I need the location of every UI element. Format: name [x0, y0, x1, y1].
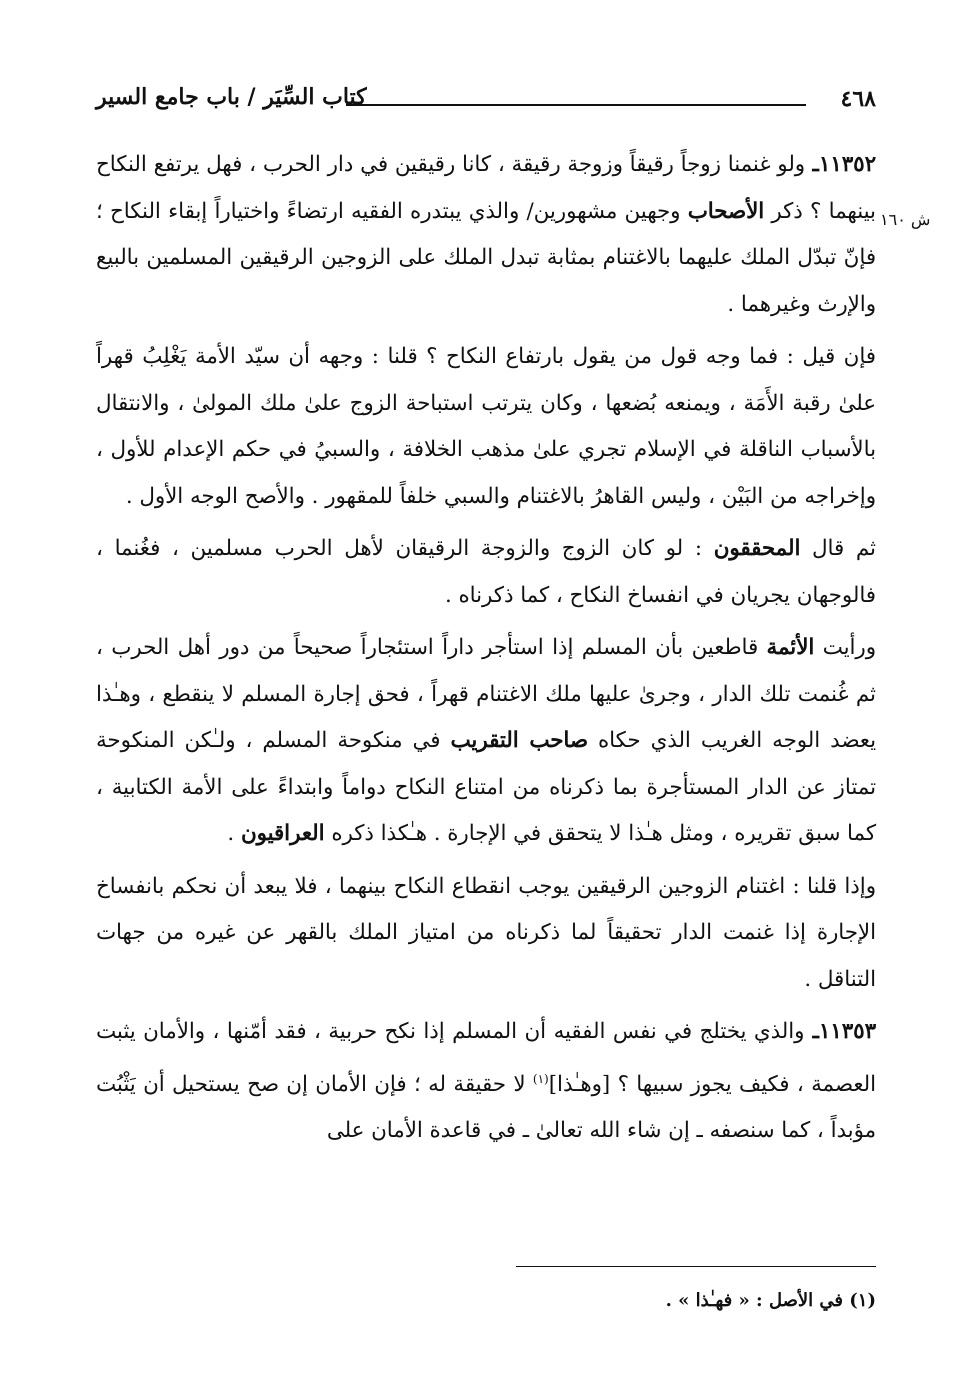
running-title: كتاب السِّيَر / باب جامع السير [96, 84, 367, 110]
bold-term: المحققون [713, 536, 801, 561]
margin-note: ش ١٦٠ [880, 210, 931, 229]
bold-term: صاحب التقريب [450, 728, 588, 753]
bold-term: ١١٣٥٣ـ [804, 1019, 877, 1044]
text-segment: فإن قيل : فما وجه قول من يقول بارتفاع النكاح ؟ قلنا : وجهه أن سيّد الأمة يَغْلِبُ قهراً علىٰ رقبة الأَمَة ، ويمنعه بُضعها ، وكان يترتب استباحة الزوج علىٰ ملك المولىٰ ، والانتقال بالأسباب الناقلة في الإسلام تجري علىٰ مذهب الخلافة ، والسبيُ في حكم الإعدام للأول ، وإخراجه من البَيْن ، وليس القاهرُ بالاغتنام والسبي خلفاً للمقهور . والأصح الوجه الأول . [96, 344, 876, 509]
text-segment: : لو كان الزوج والزوجة الرقيقان لأهل الحرب مسلمين ، فغُنما ، فالوجهان يجريان في انفساخ النكاح ، كما ذكرناه . [96, 536, 876, 608]
footnote: (١) في الأصل : « فهـٰذا » . [665, 1290, 876, 1311]
paragraph-p2 [96, 334, 876, 520]
paragraph-p6 [96, 1009, 876, 1155]
paragraph-p1 [96, 142, 876, 328]
bold-term: الأصحاب [687, 198, 765, 224]
bold-term: الأئمة [766, 635, 815, 660]
header-rule [346, 104, 806, 106]
text-segment: ورأيت [814, 635, 876, 660]
text-segment: ولو غنمنا زوجاً رقيقاً وزوجة رقيقة ، كانا رقيقين في دار الحرب ، فهل يرتفع النكاح بينهما ؟ ذكر [96, 152, 876, 224]
text-segment: في منكوحة المسلم ، ولـٰكن المنكوحة تمتاز عن الدار المستأجرة بما ذكرناه من امتناع النكاح دواماً وابتداءً على الأمة الكتابية ، كما سبق تقريره ، ومثل هـٰذا لا يتحقق في الإجارة . هـٰكذا ذكره [96, 728, 876, 846]
text-segment: ثم قال [800, 536, 876, 561]
paragraph-p3 [96, 526, 876, 619]
page-number: ٤٦٨ [840, 86, 876, 112]
footnote-rule [516, 1266, 876, 1267]
text-segment: لا حقيقة له ؛ فإن الأمان إن صح يستحيل أن يَثْبُت مؤبداً ، كما سنصفه ـ إن شاء الله تعالىٰ ـ في قاعدة الأمان على [96, 1071, 876, 1144]
page-body [96, 142, 876, 1155]
text-segment: وجهين مشهورين/ والذي يبتدره الفقيه ارتضاءً واختياراً إبقاء النكاح ؛ فإنّ تبدّل الملك عليهما بالاغتنام بمثابة تبدل الملك على الزوجين الرقيقين المسلمين بالبيع والإرث وغيرهما . [96, 198, 876, 317]
text-segment: والذي يختلج في نفس الفقيه أن المسلم إذا نكح حربية ، فقد أمّنها ، والأمان يثبت العصمة ، فكيف يجوز سبيها ؟ [وهـٰذا] [96, 1019, 876, 1097]
text-segment: وإذا قلنا : اغتنام الزوجين الرقيقين يوجب انقطاع النكاح بينهما ، فلا يبعد أن نحكم بانفساخ الإجارة إذا غنمت الدار تحقيقاً لما ذكرناه من امتياز الملك بالقهر عن غيره من جهات التناقل . [96, 873, 876, 992]
paragraph-p4 [96, 625, 876, 858]
footnote-marker: (١) [532, 1071, 549, 1086]
text-segment: . [227, 821, 241, 846]
bold-term: ١١٣٥٢ـ [805, 152, 877, 177]
page-header [96, 82, 876, 122]
paragraph-p5 [96, 864, 876, 1004]
text-segment: قاطعين بأن المسلم إذا استأجر داراً استئجاراً صحيحاً من دور أهل الحرب ، ثم غُنمت تلك الدار ، وجرىٰ عليها ملك الاغتنام قهراً ، فحق إجارة المسلم لا ينقطع ، وهـٰذا يعضد الوجه الغريب الذي حكاه [96, 635, 876, 753]
bold-term: العراقيون [240, 821, 325, 846]
